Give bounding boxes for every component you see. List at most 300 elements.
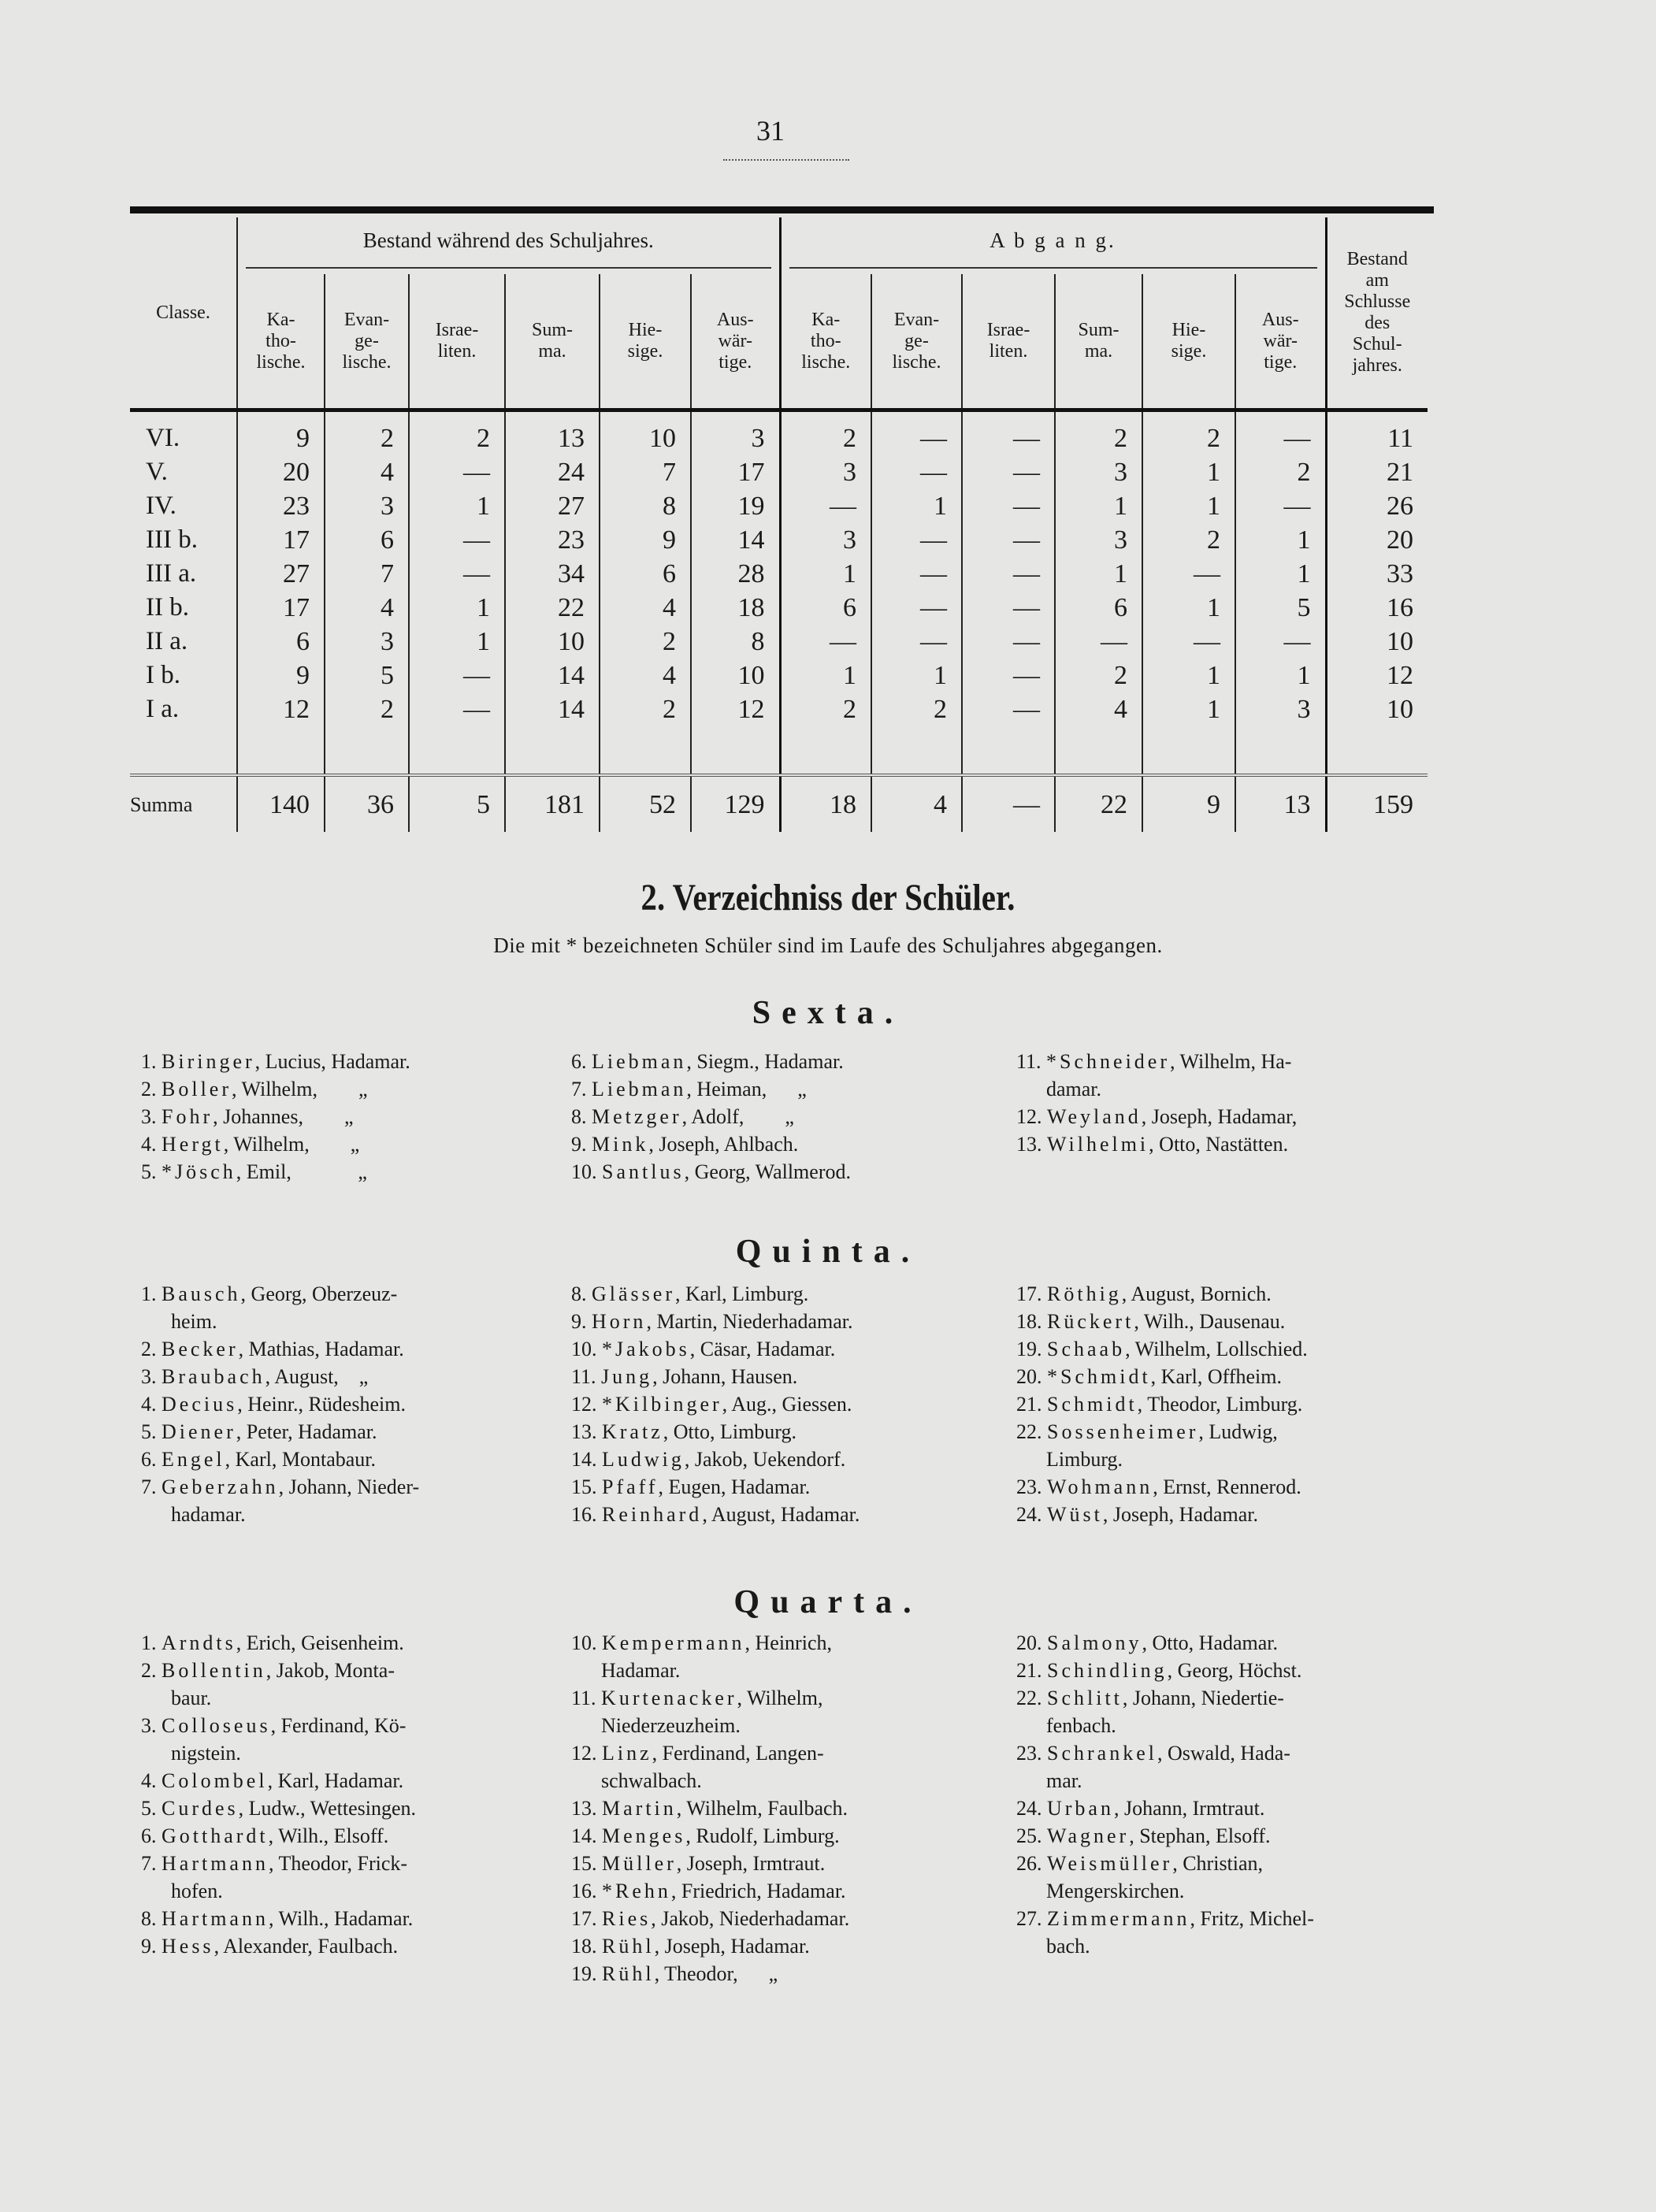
- value-cell: 24: [505, 455, 600, 489]
- value-cell: 2: [409, 410, 505, 456]
- value-cell: 10: [600, 410, 691, 456]
- student-surname: Müller: [602, 1852, 677, 1875]
- student-entry: [141, 1280, 566, 1335]
- final-header-line: am: [1365, 270, 1389, 291]
- student-entry: [141, 1657, 566, 1712]
- value-cell: 17: [237, 591, 325, 625]
- student-surname: Schaab: [1047, 1338, 1126, 1360]
- column-header-line: Sum-: [531, 320, 573, 340]
- column-header: [1235, 274, 1326, 410]
- value-cell: 1: [1235, 557, 1326, 591]
- student-details: , Erich, Geisenheim.: [236, 1631, 404, 1654]
- student-entry: [141, 1712, 566, 1767]
- column-header-line: tige.: [1264, 351, 1298, 373]
- student-details: , Wilhelm, Faulbach.: [676, 1797, 848, 1820]
- student-entry: [571, 1684, 997, 1739]
- value-cell: 22: [1055, 775, 1142, 832]
- separator-cell: [130, 726, 237, 775]
- student-entry: [1016, 1739, 1442, 1794]
- classe-cell: III a.: [146, 559, 197, 588]
- student-details: , Siegm., Hadamar.: [686, 1050, 844, 1073]
- value-cell: —: [962, 455, 1055, 489]
- value-cell: —: [1235, 410, 1326, 456]
- separator-cell: [962, 726, 1055, 775]
- value-cell: —: [962, 489, 1055, 523]
- value-cell: 2: [325, 692, 409, 726]
- student-number: 7.: [141, 1475, 157, 1498]
- student-number: 7.: [141, 1852, 157, 1875]
- student-entry: [1016, 1850, 1442, 1905]
- table-row: [130, 775, 1428, 832]
- student-surname: Arndts: [162, 1631, 236, 1654]
- value-cell: 52: [600, 775, 691, 832]
- student-surname: *Schneider: [1046, 1050, 1171, 1073]
- student-details: , Joseph, Hadamar,: [1141, 1105, 1298, 1128]
- classe-cell: IV.: [146, 492, 176, 520]
- value-cell: 12: [237, 692, 325, 726]
- student-entry: [141, 1048, 566, 1075]
- student-surname: Liebman: [592, 1078, 687, 1100]
- column-header-line: wär-: [1263, 330, 1298, 351]
- classe-cell: I a.: [146, 695, 180, 723]
- value-cell: —: [409, 523, 505, 557]
- value-cell: 1: [1142, 489, 1235, 523]
- final-header-line: des: [1365, 313, 1391, 333]
- value-cell: 4: [871, 775, 962, 832]
- value-cell: 1: [871, 659, 962, 692]
- value-cell: —: [962, 659, 1055, 692]
- separator-cell: [505, 726, 600, 775]
- table-row: [130, 489, 1428, 523]
- value-cell: 10: [1326, 625, 1428, 659]
- student-details: , Lucius, Hadamar.: [254, 1050, 410, 1073]
- value-cell: 3: [1055, 523, 1142, 557]
- value-cell: 27: [505, 489, 600, 523]
- student-details: , Oswald, Hada-: [1157, 1742, 1290, 1765]
- table-row: [130, 659, 1428, 692]
- student-entry: [141, 1767, 566, 1794]
- student-details: , Joseph, Hadamar.: [1102, 1503, 1259, 1526]
- student-number: 5.: [141, 1160, 157, 1183]
- student-details: , Peter, Hadamar.: [236, 1420, 377, 1443]
- student-number: 23.: [1016, 1742, 1042, 1765]
- student-number: 8.: [571, 1282, 587, 1305]
- student-number: 22.: [1016, 1687, 1042, 1709]
- student-entry: [571, 1418, 997, 1446]
- student-surname: Weyland: [1047, 1105, 1142, 1128]
- classe-cell: V.: [146, 458, 168, 486]
- separator-cell: [1326, 726, 1428, 775]
- student-details-continued: nigstein.: [171, 1742, 241, 1765]
- column-header-line: sige.: [627, 341, 663, 362]
- student-entry: [1016, 1335, 1442, 1363]
- student-details: , Alexander, Faulbach.: [213, 1935, 399, 1958]
- student-surname: Salmony: [1047, 1631, 1142, 1654]
- value-cell: —: [962, 591, 1055, 625]
- student-surname: Braubach: [162, 1365, 265, 1388]
- student-entry: [1016, 1048, 1442, 1103]
- value-cell: 3: [691, 410, 780, 456]
- student-number: 8.: [141, 1907, 157, 1930]
- value-cell: —: [871, 591, 962, 625]
- student-surname: Schlitt: [1047, 1687, 1123, 1709]
- table-row: [130, 557, 1428, 591]
- student-details-continued: damar.: [1046, 1078, 1102, 1100]
- student-number: 13.: [1016, 1133, 1042, 1156]
- student-details: , Wilh., Elsoff.: [268, 1824, 389, 1847]
- student-entry: [571, 1335, 997, 1363]
- classe-header: Classe.: [130, 217, 237, 410]
- student-surname: Decius: [162, 1393, 238, 1416]
- value-cell: 9: [237, 410, 325, 456]
- student-number: 2.: [141, 1659, 157, 1682]
- value-cell: 2: [1235, 455, 1326, 489]
- student-details: , Georg, Oberzeuz-: [240, 1282, 398, 1305]
- student-details: , August, Hadamar.: [702, 1503, 860, 1526]
- student-details: , Ludw., Wettesingen.: [238, 1797, 417, 1820]
- student-number: 15.: [571, 1852, 597, 1875]
- classe-cell: II b.: [146, 593, 189, 622]
- top-rule: [130, 206, 1434, 213]
- student-surname: Pfaff: [602, 1475, 659, 1498]
- table-row: [130, 625, 1428, 659]
- value-cell: 13: [505, 410, 600, 456]
- value-cell: 1: [1235, 523, 1326, 557]
- student-details-continued: schwalbach.: [601, 1769, 702, 1792]
- student-column: [1016, 1280, 1442, 1528]
- student-number: 11.: [571, 1687, 596, 1709]
- student-entry: [141, 1905, 566, 1932]
- student-surname: Becker: [162, 1338, 239, 1360]
- student-entry: [571, 1501, 997, 1528]
- student-details-continued: bach.: [1046, 1935, 1090, 1958]
- classe-cell: Summa: [130, 792, 193, 816]
- student-surname: *Kilbinger: [602, 1393, 722, 1416]
- student-entry: [1016, 1473, 1442, 1501]
- student-entry: [141, 1390, 566, 1418]
- student-number: 18.: [1016, 1310, 1042, 1333]
- value-cell: 14: [505, 659, 600, 692]
- value-cell: 5: [325, 659, 409, 692]
- student-entry: [571, 1103, 997, 1130]
- student-details: , Joseph, Irmtraut.: [676, 1852, 826, 1875]
- student-number: 11.: [571, 1365, 596, 1388]
- student-entry: [571, 1822, 997, 1850]
- student-entry: [141, 1075, 566, 1103]
- student-surname: Ries: [602, 1907, 652, 1930]
- student-entry: [571, 1739, 997, 1794]
- student-entry: [571, 1280, 997, 1308]
- student-entry: [1016, 1130, 1442, 1158]
- value-cell: 6: [780, 591, 871, 625]
- student-number: 27.: [1016, 1907, 1042, 1930]
- value-cell: —: [871, 625, 962, 659]
- student-number: 26.: [1016, 1852, 1042, 1875]
- student-number: 13.: [571, 1420, 597, 1443]
- value-cell: 9: [1142, 775, 1235, 832]
- classe-cell: VI.: [146, 424, 180, 452]
- student-surname: Rühl: [602, 1962, 655, 1985]
- column-header-line: Israe-: [435, 320, 479, 340]
- student-number: 7.: [571, 1078, 587, 1100]
- value-cell: 7: [325, 557, 409, 591]
- student-details-continued: baur.: [171, 1687, 212, 1709]
- value-cell: 5: [409, 775, 505, 832]
- final-header-line: jahres.: [1352, 355, 1402, 376]
- student-surname: Colloseus: [162, 1714, 271, 1737]
- group-bestand-label: Bestand während des Schuljahres.: [246, 224, 771, 269]
- student-surname: *Jösch: [162, 1160, 236, 1183]
- value-cell: 23: [237, 489, 325, 523]
- student-surname: Schmidt: [1047, 1393, 1138, 1416]
- student-number: 19.: [571, 1962, 597, 1985]
- student-entry: [571, 1363, 997, 1390]
- class-heading: Quarta.: [733, 1584, 923, 1620]
- value-cell: 6: [325, 523, 409, 557]
- student-number: 17.: [1016, 1282, 1042, 1305]
- student-entry: [141, 1130, 566, 1158]
- student-details-continued: hofen.: [171, 1880, 223, 1902]
- value-cell: —: [871, 557, 962, 591]
- separator-cell: [237, 726, 325, 775]
- student-column: [571, 1629, 997, 1987]
- value-cell: 14: [505, 692, 600, 726]
- column-header-line: Hie-: [1171, 320, 1206, 340]
- value-cell: —: [871, 523, 962, 557]
- student-details: , Georg, Höchst.: [1167, 1659, 1302, 1682]
- student-details: , Jakob, Monta-: [265, 1659, 395, 1682]
- student-number: 5.: [141, 1420, 157, 1443]
- student-details: , Wilhelm, Lollschied.: [1125, 1338, 1308, 1360]
- value-cell: 20: [1326, 523, 1428, 557]
- student-number: 23.: [1016, 1475, 1042, 1498]
- column-header-line: lische.: [256, 351, 306, 373]
- student-entry: [1016, 1280, 1442, 1308]
- student-details: , Fritz, Michel-: [1190, 1907, 1314, 1930]
- student-entry: [141, 1822, 566, 1850]
- student-details: , Karl, Limburg.: [674, 1282, 809, 1305]
- student-surname: *Jakobs: [602, 1338, 690, 1360]
- final-header-line: Schul-: [1352, 334, 1402, 354]
- student-number: 3.: [141, 1714, 157, 1737]
- student-details: , Wilhelm,: [737, 1687, 823, 1709]
- student-number: 14.: [571, 1448, 597, 1471]
- student-details: , Theodor, Frick-: [268, 1852, 408, 1875]
- student-surname: Santlus: [602, 1160, 685, 1183]
- value-cell: 4: [600, 591, 691, 625]
- classe-cell: III b.: [146, 525, 198, 554]
- student-details: , Eugen, Hadamar.: [658, 1475, 811, 1498]
- value-cell: 140: [237, 775, 325, 832]
- student-column: [141, 1048, 566, 1186]
- student-entry: [141, 1446, 566, 1473]
- student-details: , Rudolf, Limburg.: [685, 1824, 840, 1847]
- student-surname: Gotthardt: [162, 1824, 269, 1847]
- class-heading: Sexta.: [752, 995, 904, 1031]
- student-surname: Wüst: [1047, 1503, 1103, 1526]
- value-cell: 17: [237, 523, 325, 557]
- student-surname: Geberzahn: [162, 1475, 279, 1498]
- column-header-line: Hie-: [628, 320, 663, 340]
- value-cell: 2: [871, 692, 962, 726]
- value-cell: —: [409, 557, 505, 591]
- student-surname: Glässer: [592, 1282, 675, 1305]
- student-surname: Ludwig: [602, 1448, 685, 1471]
- student-number: 9.: [141, 1935, 157, 1958]
- student-details: , Wilhelm, „: [232, 1078, 368, 1100]
- student-number: 11.: [1016, 1050, 1041, 1073]
- student-number: 4.: [141, 1393, 157, 1416]
- student-number: 12.: [1016, 1105, 1042, 1128]
- value-cell: 33: [1326, 557, 1428, 591]
- student-surname: Metzger: [592, 1105, 682, 1128]
- column-header-line: wär-: [718, 330, 752, 351]
- final-header-line: Schlusse: [1344, 291, 1411, 312]
- student-entry: [571, 1960, 997, 1987]
- page-number: 31: [756, 115, 785, 147]
- value-cell: 13: [1235, 775, 1326, 832]
- column-header-line: lische.: [342, 351, 392, 373]
- student-entry: [141, 1363, 566, 1390]
- student-surname: Rühl: [602, 1935, 655, 1958]
- student-surname: Martin: [602, 1797, 677, 1820]
- student-surname: Zimmermann: [1047, 1907, 1190, 1930]
- student-surname: Schindling: [1047, 1659, 1168, 1682]
- student-details: , Karl, Hadamar.: [267, 1769, 404, 1792]
- column-header: [237, 274, 325, 410]
- student-surname: Wohmann: [1047, 1475, 1153, 1498]
- student-entry: [571, 1390, 997, 1418]
- page-number-ornament: [723, 154, 849, 161]
- separator-cell: [1055, 726, 1142, 775]
- student-surname: Engel: [162, 1448, 225, 1471]
- student-details: , Theodor, „: [654, 1962, 778, 1985]
- value-cell: —: [409, 659, 505, 692]
- value-cell: 22: [505, 591, 600, 625]
- value-cell: —: [409, 692, 505, 726]
- student-details: , Joseph, Hadamar.: [654, 1935, 810, 1958]
- student-number: 10.: [571, 1160, 597, 1183]
- column-header-line: tige.: [718, 351, 752, 373]
- column-header-line: tho-: [265, 330, 296, 351]
- student-number: 19.: [1016, 1338, 1042, 1360]
- student-details: , Martin, Niederhadamar.: [646, 1310, 853, 1333]
- value-cell: 159: [1326, 775, 1428, 832]
- student-entry: [571, 1877, 997, 1905]
- student-details-continued: heim.: [171, 1310, 217, 1333]
- student-surname: Kratz: [602, 1420, 663, 1443]
- value-cell: 34: [505, 557, 600, 591]
- student-number: 4.: [141, 1769, 157, 1792]
- value-cell: 5: [1235, 591, 1326, 625]
- student-number: 10.: [571, 1631, 597, 1654]
- value-cell: 1: [1055, 489, 1142, 523]
- value-cell: 18: [691, 591, 780, 625]
- student-details: , Otto, Nastätten.: [1149, 1133, 1289, 1156]
- student-entry: [141, 1473, 566, 1528]
- value-cell: 9: [600, 523, 691, 557]
- group-abgang-header: [780, 217, 1326, 274]
- sum-separator: [130, 726, 1428, 775]
- value-cell: 10: [1326, 692, 1428, 726]
- statistics-table: [130, 217, 1428, 832]
- student-number: 17.: [571, 1907, 597, 1930]
- separator-cell: [1235, 726, 1326, 775]
- value-cell: 6: [237, 625, 325, 659]
- column-header-line: ma.: [1084, 341, 1113, 362]
- student-entry: [1016, 1822, 1442, 1850]
- student-details: , Heinrich,: [744, 1631, 832, 1654]
- value-cell: 6: [600, 557, 691, 591]
- student-number: 22.: [1016, 1420, 1042, 1443]
- student-details-continued: Limburg.: [1046, 1448, 1123, 1471]
- student-number: 16.: [571, 1880, 597, 1902]
- student-details-continued: hadamar.: [171, 1503, 246, 1526]
- student-details: , Cäsar, Hadamar.: [689, 1338, 836, 1360]
- student-details: , Wilhelm, „: [223, 1133, 360, 1156]
- student-details: , Christian,: [1172, 1852, 1264, 1875]
- value-cell: 2: [780, 692, 871, 726]
- student-details: , Georg, Wallmerod.: [684, 1160, 851, 1183]
- column-header-line: ma.: [538, 341, 566, 362]
- value-cell: 1: [1235, 659, 1326, 692]
- value-cell: 6: [1055, 591, 1142, 625]
- student-details: , Ludwig,: [1198, 1420, 1278, 1443]
- student-surname: Hartmann: [162, 1907, 269, 1930]
- table-row: [130, 523, 1428, 557]
- value-cell: 17: [691, 455, 780, 489]
- student-number: 12.: [571, 1742, 597, 1765]
- value-cell: 3: [325, 625, 409, 659]
- student-entry: [1016, 1794, 1442, 1822]
- value-cell: —: [871, 410, 962, 456]
- final-header-line: Bestand: [1346, 249, 1408, 269]
- value-cell: 11: [1326, 410, 1428, 456]
- column-header: [691, 274, 780, 410]
- table-row: [130, 692, 1428, 726]
- value-cell: 26: [1326, 489, 1428, 523]
- student-surname: Linz: [602, 1742, 652, 1765]
- column-header: [871, 274, 962, 410]
- value-cell: —: [780, 489, 871, 523]
- value-cell: 129: [691, 775, 780, 832]
- student-details: , August, Bornich.: [1121, 1282, 1272, 1305]
- student-details-continued: Niederzeuzheim.: [601, 1714, 741, 1737]
- student-surname: Weismüller: [1047, 1852, 1173, 1875]
- student-surname: Bollentin: [162, 1659, 266, 1682]
- separator-cell: [871, 726, 962, 775]
- value-cell: 2: [1055, 659, 1142, 692]
- value-cell: 10: [691, 659, 780, 692]
- student-details: , August, „: [265, 1365, 369, 1388]
- student-surname: Röthig: [1047, 1282, 1122, 1305]
- student-entry: [571, 1308, 997, 1335]
- column-header-line: Aus-: [716, 309, 754, 330]
- student-entry: [141, 1418, 566, 1446]
- student-surname: Rückert: [1047, 1310, 1134, 1333]
- student-entry: [571, 1075, 997, 1103]
- class-heading: Quinta.: [735, 1234, 921, 1270]
- student-details: , Karl, Montabaur.: [225, 1448, 376, 1471]
- student-entry: [141, 1158, 566, 1186]
- value-cell: —: [962, 523, 1055, 557]
- student-details: , Otto, Limburg.: [663, 1420, 796, 1443]
- table-row: [130, 455, 1428, 489]
- student-details: , Wilh., Hadamar.: [268, 1907, 414, 1930]
- separator-cell: [600, 726, 691, 775]
- student-number: 3.: [141, 1105, 157, 1128]
- value-cell: —: [962, 775, 1055, 832]
